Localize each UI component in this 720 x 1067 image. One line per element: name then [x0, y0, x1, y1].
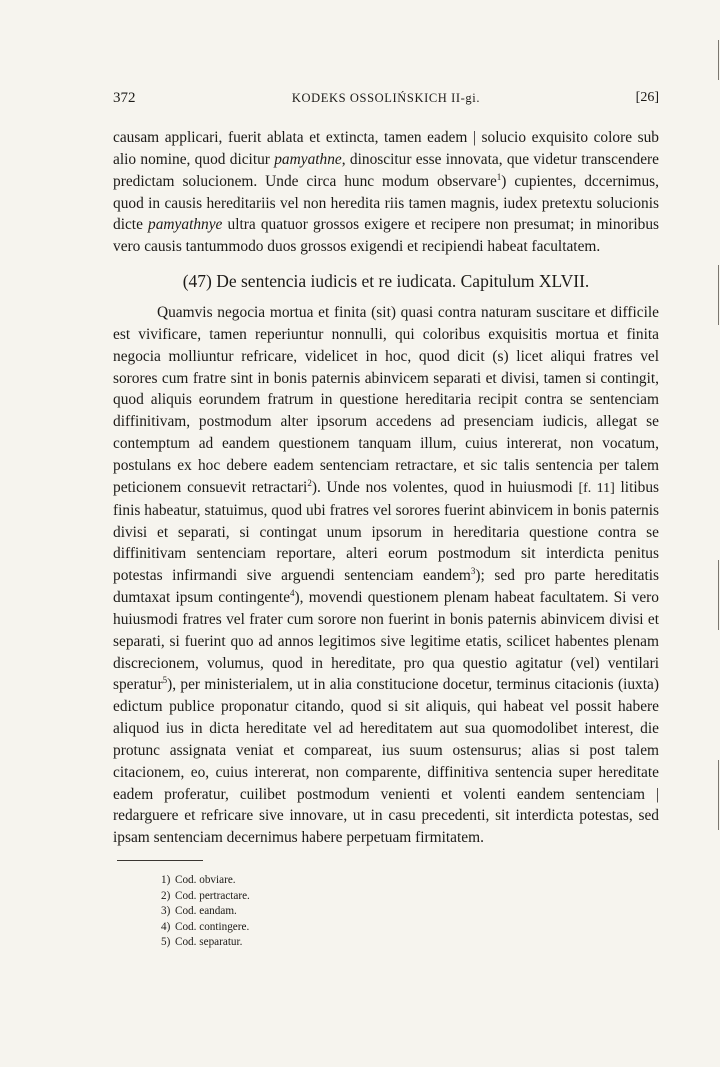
- paragraph-2: [113, 302, 659, 849]
- footnote-mark: 5): [161, 936, 171, 949]
- text-run: ultra quatuor grossos exigere et recipere non presumat; in minoribus vero causis tantummodo duos grossos exigendi et recipiendi habeat facultatem.: [113, 216, 659, 256]
- text-run: ). Unde nos volentes, quod in huiusmodi: [311, 478, 579, 496]
- folio-mark: [f. 11]: [578, 480, 615, 496]
- footnote-text: Cod. obviare.: [175, 874, 236, 886]
- footnote: [161, 873, 250, 889]
- text-run: causam applicari, fuerit ablata et extincta, tamen eadem | solucio exquisito colore sub alio nomine, quod dicitur: [113, 129, 659, 168]
- text-run: ); sed pro parte hereditatis dumtaxat ipsum contingente: [113, 567, 659, 607]
- page-edge-mark: [718, 760, 719, 830]
- footnote-mark: 4): [161, 920, 171, 933]
- footnote-rule: [117, 860, 203, 861]
- emphasis-pamyathne: pamyathne: [274, 150, 342, 168]
- paragraph-1: [113, 127, 659, 258]
- main-text: [113, 127, 659, 849]
- footnote-ref-4: 4: [290, 588, 295, 599]
- footnote-mark: 2): [161, 889, 171, 902]
- page-edge-mark: [718, 560, 719, 630]
- text-run: ), per ministerialem, ut in alia constitucione docetur, terminus citacionis (iuxta) edictum publice proponatur citando, quod si sit aliquis, qui habeat vel possit habere aliquod ius in dicta hereditate vel ad hereditatem aut sua quomodolibet interest, die protunc assignata veniat et compareat, ius suum ostensurus; alias si post talem citacionem, eo, cuius intererat, non comparente, diffinitiva sentencia super hereditate eadem proferatur, cuilibet postmodum venienti et volenti eandem sentenciam | redarguere et refricare sive innovare, ut in casu precedenti, sit interdicta potestas, sed ipsam sentenciam decernimus habere perpetuam firmitatem.: [113, 676, 659, 847]
- text-run: ), movendi questionem plenam habeat facultatem. Si vero huiusmodi fratres vel frater cum sorore non fuerint in bonis paternis abinvicem divisi et separati, si fuerint quo ad annos legitimos sive legitime etatis, scilicet habentes plenam discrecionem, volumus, quod in hereditate, pro qua questio agitatur (vel) ventilari speratur: [113, 589, 659, 694]
- text-run: ) cupientes, dccernimus, quod in causis hereditariis vel non heredita riis tamen magnis, iudex pretextu solucionis dicte: [113, 172, 659, 234]
- page-header: [113, 90, 659, 110]
- page-edge-mark: [718, 265, 719, 325]
- footnote: [161, 904, 250, 920]
- footnote: [161, 935, 250, 951]
- footnotes: [161, 873, 250, 951]
- text-run: , dinoscitur esse innovata, que videtur transcendere predictam solucionem. Unde circa hunc modum observare: [113, 150, 660, 190]
- footnote-ref-3: 3: [470, 566, 476, 577]
- footnote-ref-2: 2: [307, 477, 312, 488]
- footnote: [161, 889, 250, 905]
- footnote-text: Cod. eandam.: [175, 905, 237, 918]
- footnote-text: Cod. pertractare.: [175, 889, 250, 902]
- text-run: litibus finis habeatur, statuimus, quod ubi fratres vel sorores fuerint abinvicem in bonis paternis divisi et separati, si contingat unum ipsorum in hereditaria questione contra se diffinitivam sentenciam reportare, alteri eorum postmodum sit interdicta penitus potestas infirmandi sive arguendi sentenciam eandem: [113, 478, 659, 585]
- text-run: Quamvis negocia mortua et finita (sit) quasi contra naturam suscitare et difficile est vivificare, tamen reperiuntur nonnulli, qui coloribus exquisitis mortua et finita negocia molliuntur refricare, videlicet in hoc, quod dicit (s) licet aliqui fratres vel sorores cum fratre sint in bonis paternis abinvicem separati et divisi, tamen si contingit, quod aliquis eorundem fratrum in questione hereditaria recipit contra se sentenciam diffinitivam, postmodum alter ipsorum accedens ad presenciam iudicis, allegat se contemptum ad eandem questionem tanquam illum, cuius intererat, non vocatum, postulans ex hoc debere eadem sentenciam retractare, et sic talis sentencia per talem peticionem consuevit retractari: [113, 304, 659, 496]
- footnote-ref-5: 5: [162, 675, 168, 686]
- section-mark: [26]: [635, 90, 659, 105]
- emphasis-pamyathnye: pamyathnye: [148, 216, 223, 234]
- footnote-text: Cod. separatur.: [175, 936, 243, 949]
- footnote-text: Cod. contingere.: [175, 920, 250, 933]
- footnote: [161, 920, 250, 936]
- running-title: KODEKS OSSOLIŃSKICH II-gi.: [291, 91, 481, 105]
- page-number: 372: [113, 90, 136, 106]
- chapter-heading: [113, 270, 659, 292]
- footnote-mark: 3): [161, 905, 171, 918]
- footnote-ref-1: 1: [496, 171, 502, 182]
- footnote-mark: 1): [161, 874, 171, 886]
- page-edge-mark: [718, 40, 719, 80]
- chapter-number: (47): [182, 271, 212, 292]
- chapter-title: De sentencia iudicis et re iudicata. Capitulum XLVII.: [216, 271, 590, 292]
